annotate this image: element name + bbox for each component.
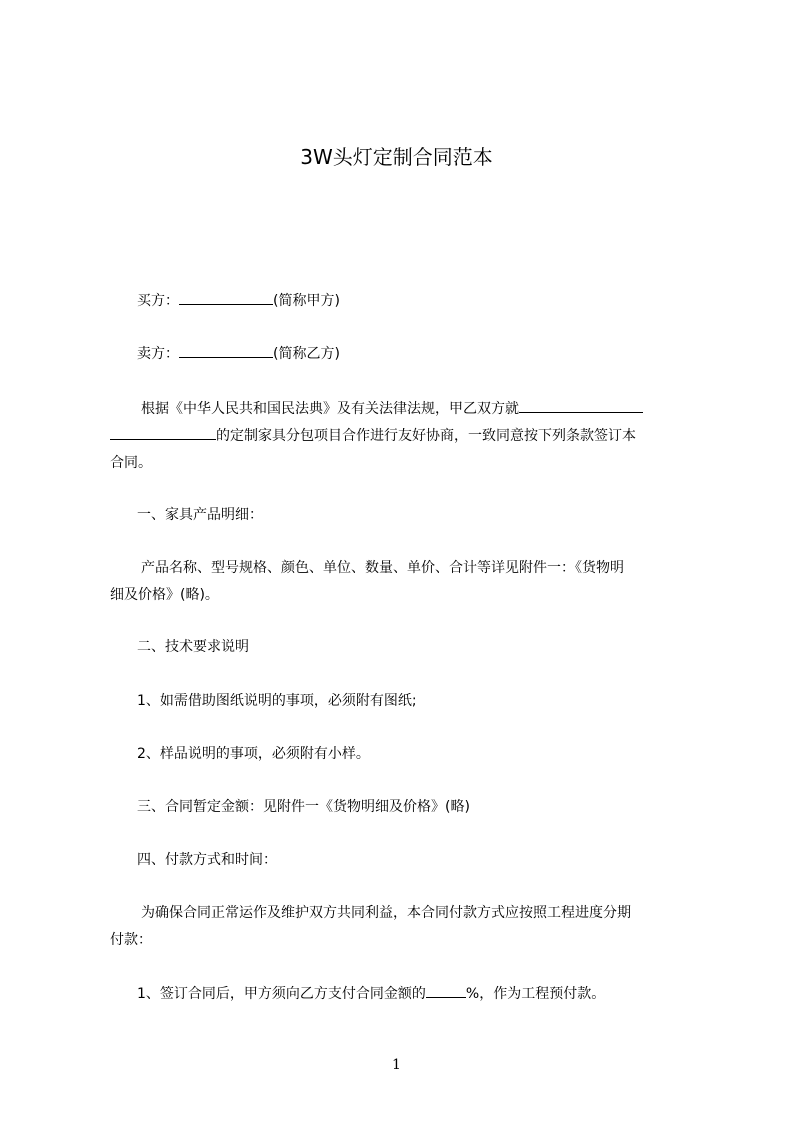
buyer-name-blank	[179, 289, 273, 305]
seller-line	[110, 341, 737, 368]
buyer-suffix: (简称甲方)	[273, 293, 340, 309]
section-2-heading: 二、技术要求说明	[137, 639, 249, 655]
seller-suffix: (简称乙方)	[273, 346, 340, 362]
section-1-body-line-1: 产品名称、型号规格、颜色、单位、数量、单价、合计等详见附件一：《货物明	[141, 560, 624, 576]
intro-line-1	[110, 396, 741, 423]
section-3-heading: 三、合同暂定金额：见附件一《货物明细及价格》(略)	[137, 799, 470, 815]
buyer-label: 买方：	[137, 293, 179, 309]
seller-label: 卖方：	[137, 346, 179, 362]
section-1-body-line-2: 细及价格》(略)。	[110, 587, 219, 603]
section-4-item-1-text: 1、签订合同后，甲方须向乙方支付合同金额的	[137, 986, 426, 1002]
buyer-line	[110, 288, 737, 315]
document-title: 3W头灯定制合同范本	[300, 145, 493, 169]
section-4-body-line-2: 付款：	[110, 932, 152, 948]
section-2-item-1: 1、如需借助图纸说明的事项，必须附有图纸;	[137, 693, 417, 709]
section-4-heading: 四、付款方式和时间：	[137, 852, 277, 868]
section-4-item-1-suffix: %，作为工程预付款。	[465, 986, 606, 1002]
section-4-body-line-1: 为确保合同正常运作及维护双方共同利益，本合同付款方式应按照工程进度分期	[141, 905, 631, 921]
intro-line-3: 合同。	[110, 455, 152, 471]
section-2-item-2: 2、样品说明的事项，必须附有小样。	[137, 746, 370, 762]
intro-text-1: 根据《中华人民共和国民法典》及有关法律法规，甲乙双方就	[141, 401, 519, 417]
percentage-blank	[426, 982, 466, 998]
intro-line-2	[110, 423, 710, 450]
page-number: 1	[392, 1057, 401, 1073]
intro-text-2: 的定制家具分包项目合作进行友好协商，一致同意按下列条款签订本	[216, 428, 636, 444]
section-1-heading: 一、家具产品明细：	[137, 507, 263, 523]
project-name-blank-1	[519, 397, 643, 413]
section-4-item-1	[110, 981, 737, 1008]
project-name-blank-2	[110, 424, 216, 440]
seller-name-blank	[179, 342, 273, 358]
